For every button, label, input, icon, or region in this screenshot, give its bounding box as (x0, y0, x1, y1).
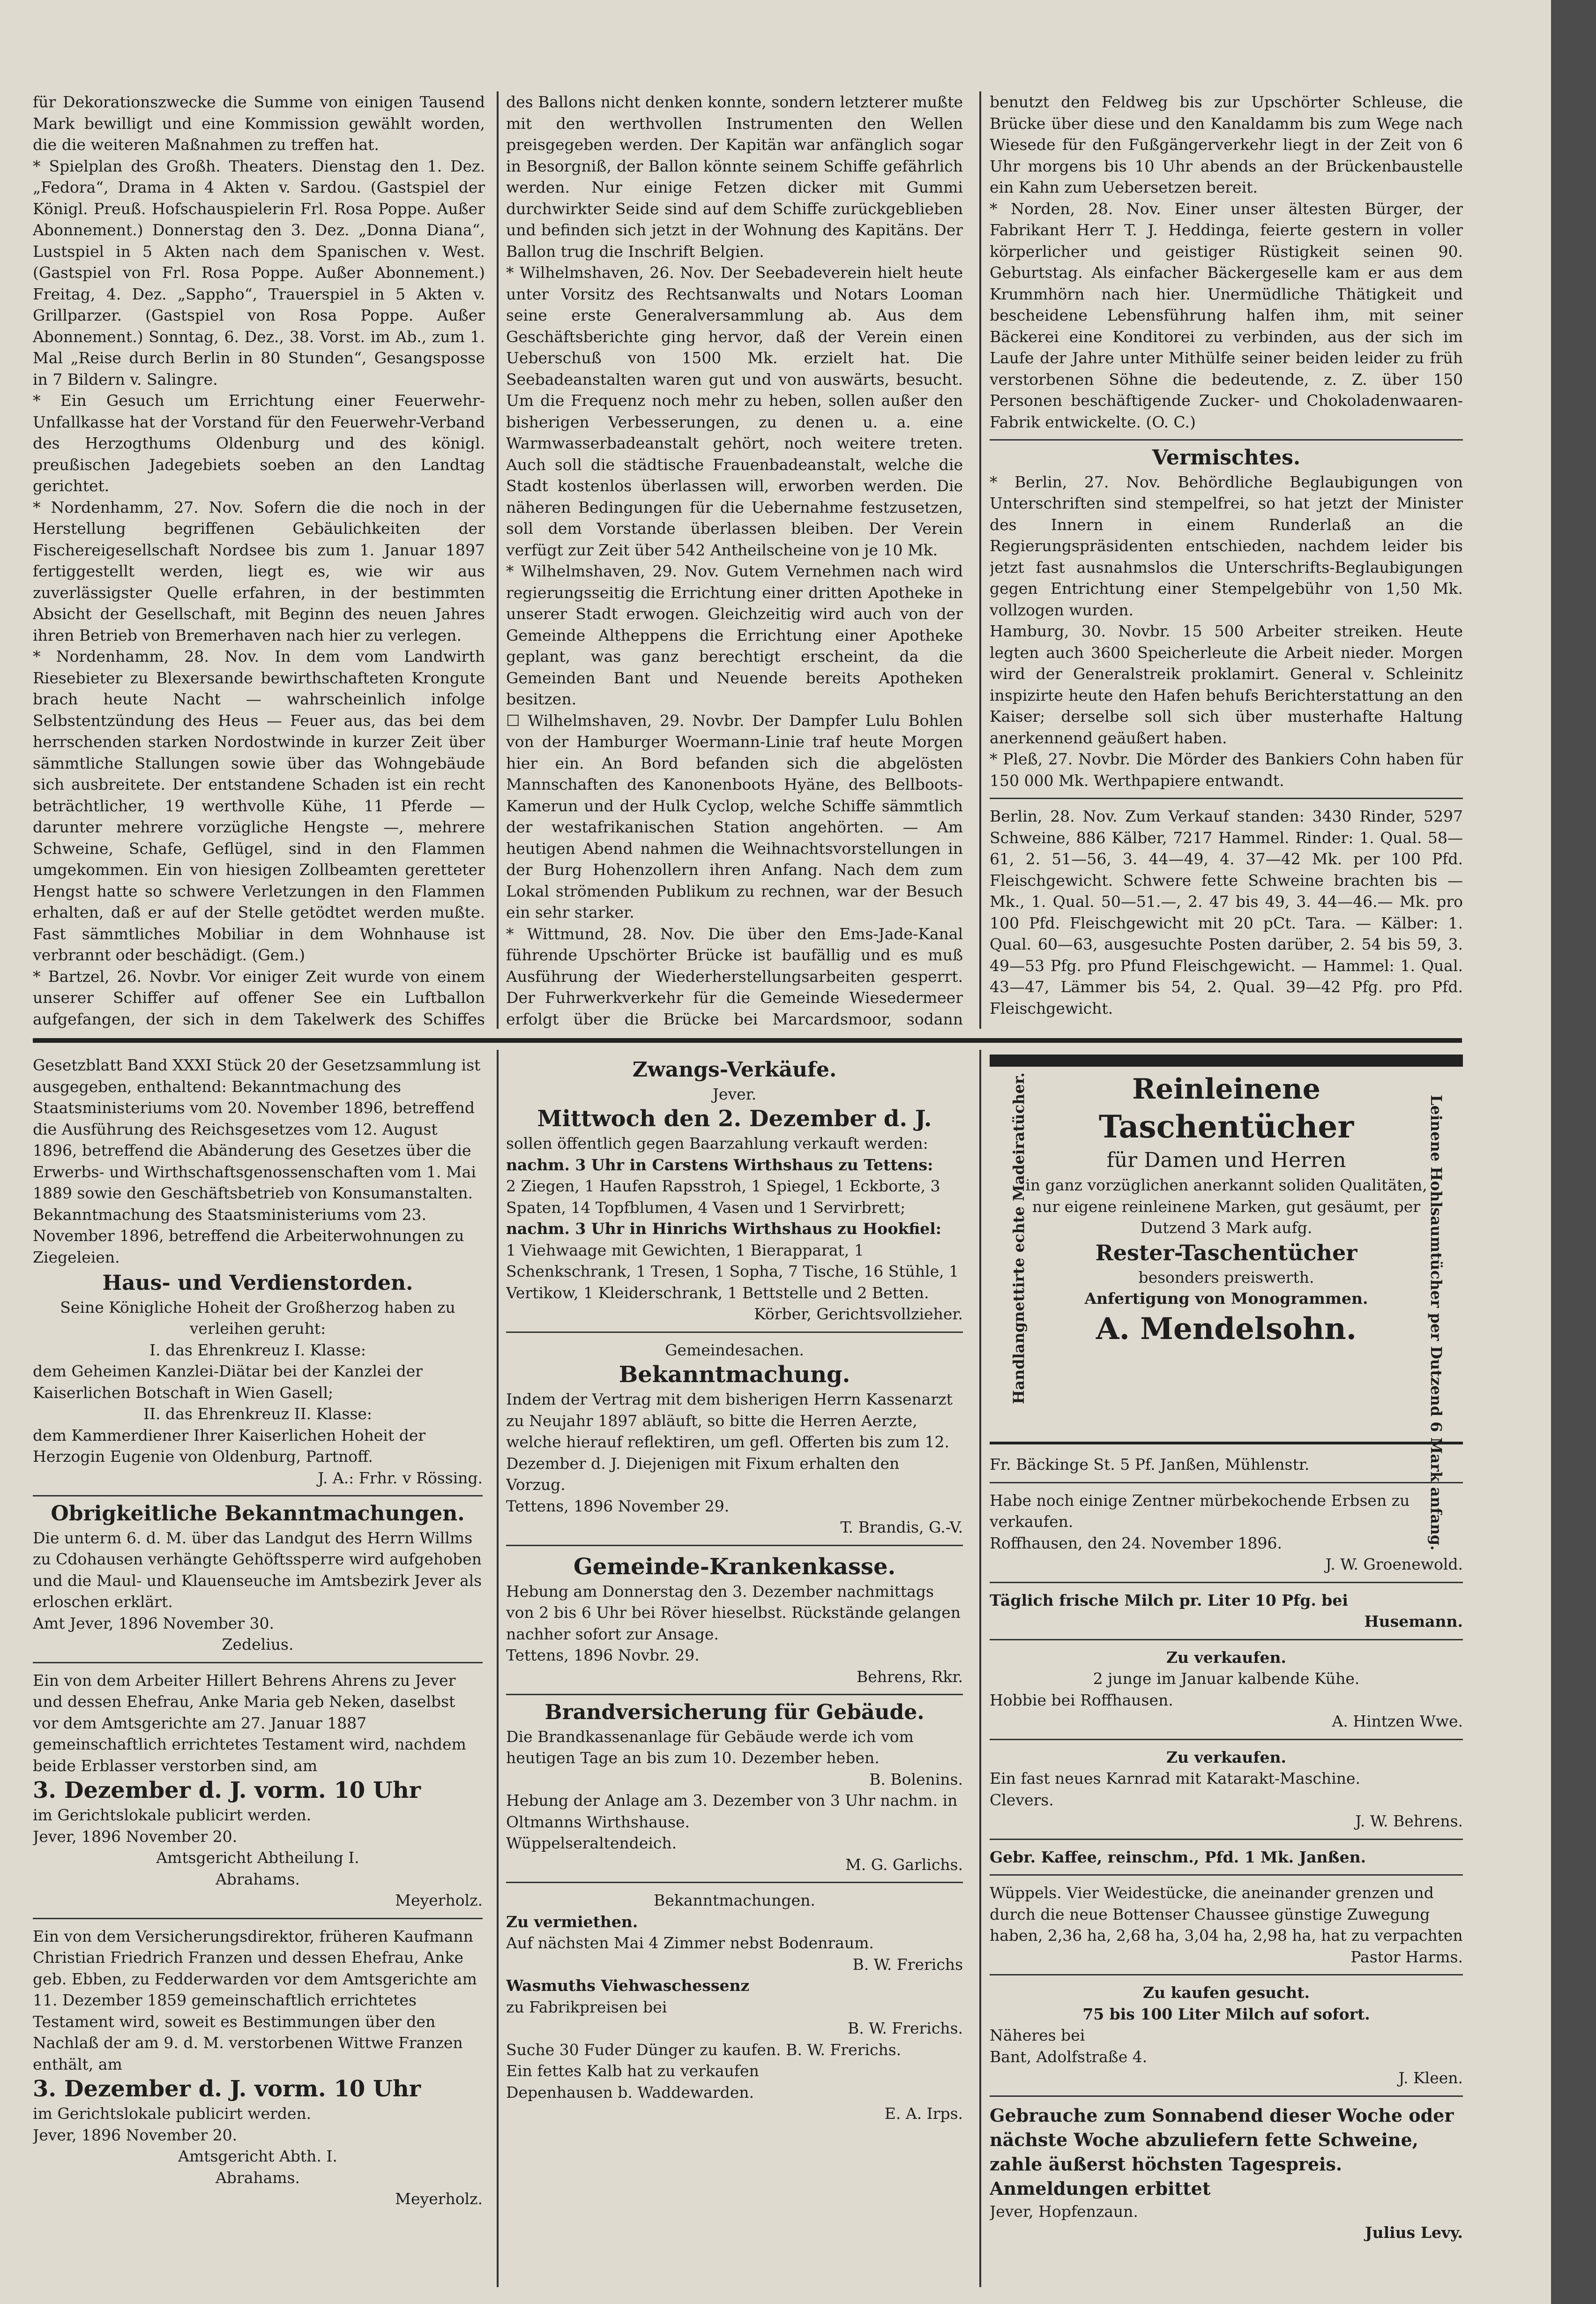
ad-divider (990, 2095, 1463, 2097)
article-column-2 (506, 91, 963, 1029)
column-divider (979, 1050, 981, 2287)
testament-signature: Meyerholz. (395, 2190, 483, 2208)
article-paragraph: * Norden, 28. Nov. Einer unser ältesten Bürger, der Fabrikant Herr T. J. Heddinga, feierte gestern in voller körperlicher und geistiger Rüstigkeit seinen 90. Geburtstag. Als einfacher Bäckergeselle kam er aus dem Krummhörn nach hier. Unermüdliche Thätigkeit und bescheidene Lebensführung halfen ihm, mit seiner Bäckerei eine Konditorei zu verbinden, aus der sich im Laufe der Jahre unter Mithülfe seiner beiden leider zu früh verstorbenen Söhne die bedeutende, z. Z. über 150 Personen beschäftigende Zucker- und Chokoladenwaaren-Fabrik entwickelte. (O. C.) (990, 199, 1463, 431)
rad-text: Ein fast neues Karnrad mit Katarakt-Maschine. (990, 1769, 1361, 1788)
ads-column-left (33, 1055, 483, 2287)
brandversicherung-heading: Brandversicherung für Gebäude. (544, 1700, 925, 1724)
ad-divider (33, 1495, 483, 1496)
ad-divider (33, 1918, 483, 1919)
section-divider (990, 798, 1463, 799)
orden-text: dem Kammerdiener Ihrer Kaiserlichen Hoheit der Herzogin Eugenie von Oldenburg, Partnoff. (33, 1426, 426, 1466)
ad-divider (990, 1582, 1463, 1583)
orden-heading: Haus- und Verdienstorden. (102, 1271, 413, 1295)
krankenkasse-signature: Behrens, Rkr. (857, 1667, 963, 1686)
kuehe-text: 2 junge im Januar kalbende Kühe. (1093, 1669, 1360, 1688)
ad-side-text-right: Leinene Hohlsaumtücher per Dutzend 6 Mark anfang. (1427, 1095, 1445, 1551)
kaffee-ad: Gebr. Kaffee, reinschm., Pfd. 1 Mk. Janßen. (990, 1848, 1366, 1866)
kuehe-signature: A. Hintzen Wwe. (1332, 1712, 1463, 1730)
obrigkeit-signature: Zedelius. (222, 1635, 294, 1653)
article-paragraph: * Ein Gesuch um Errichtung einer Feuerwehr-Unfallkasse hat der Vorstand für den Feuerwehr-Verband des Herzogthums Oldenburg und des königl. preußischen Jadegebiets soeben an den Landtag gerichtet. (33, 391, 485, 495)
milch-ad: Täglich frische Milch pr. Liter 10 Pfg. bei (990, 1591, 1348, 1609)
article-paragraph: * Bartzel, 26. Novbr. Vor einiger Zeit wurde von einem unserer Schiffer auf offener See ein Luftballon aufgefangen, der sich in dem Takelwerk des Schiffes (33, 967, 485, 1028)
kaufen-place: Bant, Adolfstraße 4. (990, 2047, 1148, 2066)
zwang-time-1: nachm. 3 Uhr in Carstens Wirthshaus zu Tettens: (506, 1155, 933, 1174)
ad-side-text-left: Handlangnettirte echte Madeiratücher. (1010, 1072, 1028, 1404)
krankenkasse-text: Hebung am Donnerstag den 3. Dezember nachmittags von 2 bis 6 Uhr bei Röver hieselbst. Rückstände gelangen nachher sofort zur Ansage. (506, 1582, 961, 1643)
ad-divider (506, 1545, 963, 1546)
column-divider (497, 91, 499, 1029)
kaufen-text: Näheres bei (990, 2026, 1085, 2044)
vermiethen-heading: Zu vermiethen. (506, 1912, 638, 1931)
wueppels-signature: Pastor Harms. (1350, 1947, 1463, 1966)
testament-text: im Gerichtslokale publicirt werden. (33, 1806, 312, 1824)
zwang-signature: Körber, Gerichtsvollzieher. (754, 1305, 963, 1323)
article-paragraph: * Wittmund, 28. Nov. Die über den Ems-Jade-Kanal führende Upschörter Brücke ist baufällig und es muß Ausführung der Wiederherstellungsarbeiten gesperrt. Der Fuhrwerkverkehr für die Gemeinde Wiesedermeer erfolgt über die Brücke bei Marcardsmoor, sodann (506, 924, 963, 1028)
ad-divider (990, 1874, 1463, 1876)
tuch-line-7: Anfertigung von Monogrammen. (1084, 1289, 1368, 1308)
zwang-place: Jever. (712, 1085, 757, 1103)
article-paragraph: * Nordenhamm, 28. Nov. In dem vom Landwirth Riesebieter zu Blexersande bewirthschafteten Krongute brach heute Nacht — wahrscheinlich infolge Selbstentzündung des Heus — Feuer aus, das bei dem herrschenden starken Nordostwinde in kurzer Zeit über sämmtliche Stallungen sowie über das Wohngebäude sich ausbreitete. Der entstandene Schaden ist ein recht beträchtlicher, 19 werthvolle Kühe, 11 Pferde — darunter mehrere vorzügliche Hengste —, mehrere Schweine, Schafe, Geflügel, sind in den Flammen umgekommen. Ein von hiesigen Zollbeamten geretteter Hengst hatte so schwere Verletzungen in den Flammen erhalten, daß er auf der Stelle getödtet werden mußte. Fast sämmtliches Mobiliar in dem Wohnhause ist verbrannt oder beschädigt. (Gem.) (33, 647, 485, 964)
section-heading-vermischtes: Vermischtes. (1152, 446, 1301, 470)
market-report: Berlin, 28. Nov. Zum Verkauf standen: 3430 Rinder, 5297 Schweine, 886 Kälber, 7217 Hammel. Rinder: 1. Qual. 58—61, 2. 51—56, 3. 44—49, 4. 37—42 Mk. per 100 Pfd. Fleischgewicht. Schwere fette Schweine brachten bis — Mk., 1. Qual. 50—51.—, 2. 47 bis 49, 3. 44—46.— Mk. pro 100 Pfd. Fleischgewicht mit 20 pCt. Tara. — Kälber: 1. Qual. 60—63, ausgesuchte Posten darüber, 2. 54 bis 59, 3. 49—53 Pfg. pro Pfund Fleischgewicht. — Hammel: 1. Qual. 43—47, Lämmer bis 54, 2. Qual. 39—42 Pfg. pro Pfd. Fleischgewicht. (990, 807, 1463, 1017)
tuch-line-8: A. Mendelsohn. (1096, 1311, 1357, 1346)
testament-text: Ein von dem Arbeiter Hillert Behrens Ahrens zu Jever und dessen Ehefrau, Anke Maria geb Neken, daselbst vor dem Amtsgerichte am 27. Januar 1887 gemeinschaftlich errichtetes Testament wird, nachdem beide Erblasser verstorben sind, am (33, 1671, 466, 1775)
kalb-place: Depenhausen b. Waddewarden. (506, 2083, 754, 2102)
kuehe-place: Hobbie bei Roffhausen. (990, 1691, 1173, 1709)
bekanntmachung-text: Indem der Vertrag mit dem bisherigen Herrn Kassenarzt zu Neujahr 1897 abläuft, so bitte die Herren Aerzte, welche hierauf reflektiren, um gefl. Offerten bis zum 12. Dezember d. J. Diejenigen mit Fixum erhalten den Vorzug. (506, 1390, 953, 1494)
levy-place: Jever, Hopfenzaun. (990, 2202, 1138, 2221)
gemeindesachen-subheading: Gemeindesachen. (665, 1340, 804, 1359)
article-paragraph: * Nordenhamm, 27. Nov. Sofern die die noch in der Herstellung begriffenen Gebäulichkeiten der Fischereigesellschaft Nordsee bis zum 1. Januar 1897 fertiggestellt werden, liegt es, wie wir aus zuverlässigster Quelle erfahren, in der bestimmten Absicht der Gesellschaft, mit Beginn des neuen Jahres ihren Betrieb von Bremerhaven nach hier zu verlegen. (33, 498, 485, 644)
baeckinge-ad: Fr. Bäckinge St. 5 Pf. Janßen, Mühlenstr. (990, 1455, 1310, 1474)
testament-court: Amtsgericht Abth. I. (178, 2147, 337, 2165)
article-paragraph: * Wilhelmshaven, 26. Nov. Der Seebadeverein hielt heute unter Vorsitz des Rechtsanwalts und Notars Looman seine erste Generalversammlung ab. Aus dem Geschäftsberichte ging hervor, daß der Verein einen Ueberschuß von 1500 Mk. erzielt hat. Die Seebadeanstalten waren gut und von auswärts, besucht. Um die Frequenz noch mehr zu heben, sollen außer den bisherigen Verbesserungen, zu denen u. a. eine Warmwasserbadeanstalt gehört, noch weitere treten. Auch soll die städtische Frauenbadeanstalt, welche die Stadt kostenlos überlassen will, erworben werden. Die näheren Bedingungen für die Uebernahme festzusetzen, soll dem Vorstande überlassen bleiben. Der Verein verfügt zur Zeit über 542 Antheilscheine von je 10 Mk. (506, 263, 963, 559)
article-paragraph: Hamburg, 30. Novbr. 15 500 Arbeiter streiken. Heute legten auch 3600 Speicherleute die Arbeit nieder. Morgen wird der Generalstreik proklamirt. General v. Schleinitz inspizirte heute den Hafen behufs Berichterstattung an den Kaiser; derselbe soll sich über musterhafte Haltung anerkennend geäußert haben. (990, 622, 1463, 747)
ad-divider (506, 1694, 963, 1695)
ad-divider (506, 1882, 963, 1883)
scan-background-strip (1551, 0, 1596, 2304)
ads-column-right (990, 1055, 1463, 2287)
kaufen-text: 75 bis 100 Liter Milch auf sofort. (1082, 2005, 1370, 2023)
rad-place: Clevers. (990, 1790, 1054, 1809)
article-paragraph: ☐ Wilhelmshaven, 29. Novbr. Der Dampfer Lulu Bohlen von der Hamburger Woermann-Linie traf heute Morgen hier ein. An Bord befanden sich die abgelösten Mannschaften des Kanonenboots Hyäne, des Bellboots-Kamerun und der Hulk Cyclop, welche Schiffe sämmtlich der westafrikanischen Station angehörten. — Am heutigen Abend nahmen die Weihnachtsvorstellungen in der Burg Hohenzollern ihren Anfang. Nach dem zum Lokal strömenden Publikum zu rechnen, war der Besuch ein sehr starker. (506, 711, 963, 921)
ad-divider (990, 1739, 1463, 1740)
testament-judge: Abrahams. (215, 2168, 300, 2187)
article-column-3 (990, 91, 1463, 1029)
orden-class-2: II. das Ehrenkreuz II. Klasse: (143, 1405, 373, 1423)
gesetzblatt-notice: Gesetzblatt Band XXXI Stück 20 der Gesetzsammlung ist ausgegeben, enthaltend: Bekanntmachung des Staatsministeriums vom 20. November 1896, betreffend die Ausführung des Reichsgesetzes vom 12. August 1896, betreffend die Abänderung des Gesetzes über die Erwerbs- und Wirthschaftsgenossenschaften vom 1. Mai 1889 sowie den Geschäftsbetrieb von Konsumanstalten. Bekanntmachung des Staatsministeriums vom 23. November 1896, betreffend die Arbeiterwohnungen zu Ziegeleien. (33, 1056, 481, 1266)
orden-text: dem Geheimen Kanzlei-Diätar bei der Kanzlei der Kaiserlichen Botschaft in Wien Gasell; (33, 1362, 423, 1402)
column-divider (497, 1050, 499, 2287)
testament-signature: Meyerholz. (395, 1891, 483, 1909)
zwang-items-2: 1 Viehwaage mit Gewichten, 1 Bierapparat, 1 Schenkschrank, 1 Tresen, 1 Sopha, 7 Tische, 16 Stühle, 1 Vertikow, 1 Kleiderschrank, 1 Bettstelle und 2 Betten. (506, 1241, 959, 1302)
ad-divider (33, 1662, 483, 1663)
orden-text: Seine Königliche Hoheit der Großherzog haben zu verleihen geruht: (60, 1298, 455, 1338)
tuch-line-4: in ganz vorzüglichen anerkannt soliden Qualitäten, nur eigene reinleinene Marken, gut gesäumt, per Dutzend 3 Mark aufg. (1025, 1176, 1427, 1237)
krankenkasse-heading: Gemeinde-Krankenkasse. (573, 1553, 896, 1580)
erbsen-signature: J. W. Groenewold. (1325, 1555, 1463, 1573)
zwang-items-1: 2 Ziegen, 1 Haufen Rapsstroh, 1 Spiegel, 1 Eckborte, 3 Spaten, 14 Topfblumen, 4 Vasen und 1 Servirbrett; (506, 1177, 940, 1217)
article-paragraph: für Dekorationszwecke die Summe von einigen Tausend Mark bewilligt und eine Kommission gewählt worden, die die weiteren Maßnahmen zu treffen hat. (33, 93, 485, 154)
ad-divider (990, 1839, 1463, 1840)
kalb-signature: E. A. Irps. (884, 2104, 963, 2123)
viehwaschessenz-heading: Wasmuths Viehwaschessenz (506, 1976, 750, 1995)
article-column-1 (33, 91, 485, 1029)
duenger-ad: Suche 30 Fuder Dünger zu kaufen. B. W. Frerichs. (506, 2040, 902, 2059)
bekanntmachung-heading: Bekanntmachung. (619, 1361, 850, 1388)
levy-signature: Julius Levy. (1365, 2223, 1463, 2242)
erbsen-place: Roffhausen, den 24. November 1896. (990, 1534, 1283, 1552)
ads-column-middle (506, 1055, 963, 2287)
column-divider (979, 91, 981, 1029)
rad-signature: J. W. Behrens. (1355, 1812, 1463, 1830)
testament-date: 3. Dezember d. J. vorm. 10 Uhr (33, 1777, 421, 1803)
tuch-line-2: Taschentücher (1098, 1108, 1354, 1145)
zwang-text: sollen öffentlich gegen Baarzahlung verkauft werden: (506, 1134, 928, 1152)
vermiethen-signature: B. W. Frerichs (852, 1955, 963, 1974)
tuch-line-3: für Damen und Herren (1106, 1148, 1346, 1172)
obrigkeit-heading: Obrigkeitliche Bekanntmachungen. (51, 1502, 465, 1526)
brandversicherung-text: Die Brandkassenanlage für Gebäude werde ich vom heutigen Tage an bis zum 10. Dezember heben. (506, 1727, 914, 1767)
tuch-line-1: Reinleinene (1132, 1073, 1320, 1106)
ad-divider (990, 1482, 1463, 1483)
testament-place: Jever, 1896 November 20. (33, 1827, 238, 1846)
testament-text: im Gerichtslokale publicirt werden. (33, 2104, 312, 2123)
testament-judge: Abrahams. (215, 1870, 300, 1888)
article-paragraph: des Ballons nicht denken konnte, sondern letzterer mußte mit den werthvollen Instrumenten den Wellen preisgegeben werden. Der Kapitän war anfänglich sogar in Besorgniß, der Ballon könnte seinem Schiffe gefährlich werden. Nur einige Fetzen dicker mit Gummi durchwirkter Seide sind auf dem Schiffe zurückgeblieben und befinden sich jetzt in der Wohnung des Kapitäns. Der Ballon trug die Inschrift Belgien. (506, 93, 963, 261)
brandversicherung-signature: M. G. Garlichs. (845, 1855, 963, 1874)
article-paragraph: * Pleß, 27. Novbr. Die Mörder des Bankiers Cohn haben für 150 000 Mk. Werthpapiere entwandt. (990, 750, 1463, 790)
zwang-time-2: nachm. 3 Uhr in Hinrichs Wirthshaus zu Hookfiel: (506, 1219, 941, 1238)
article-paragraph: benutzt den Feldweg bis zur Upschörter Schleuse, die Brücke über diese und den Kanaldamm bis zum Wege nach Wiesede für den Fußgängerverkehr liegt in der Zeit von 6 Uhr morgens bis 10 Uhr abends an der Brückenbaustelle ein Kahn zum Uebersetzen bereit. (990, 93, 1463, 196)
bekanntmachung-place: Tettens, 1896 November 29. (506, 1496, 730, 1515)
rad-heading: Zu verkaufen. (1166, 1748, 1287, 1766)
testament-date: 3. Dezember d. J. vorm. 10 Uhr (33, 2076, 421, 2102)
testament-place: Jever, 1896 November 20. (33, 2125, 238, 2144)
kaufen-heading: Zu kaufen gesucht. (1143, 1983, 1310, 2002)
article-paragraph: * Wilhelmshaven, 29. Nov. Gutem Vernehmen nach wird regierungsseitig die Errichtung einer dritten Apotheke in unserer Stadt erwogen. Gleichzeitig wird auch von der Gemeinde Altheppens die Errichtung einer Apotheke geplant, was ganz berechtigt erscheint, da die Gemeinden Bant und Neuende bereits Apotheken besitzen. (506, 562, 963, 708)
viehwaschessenz-text: zu Fabrikpreisen bei (506, 1997, 667, 2016)
ad-divider (990, 1639, 1463, 1640)
ad-divider (506, 1332, 963, 1333)
kalb-ad: Ein fettes Kalb hat zu verkaufen (506, 2062, 759, 2080)
brandversicherung-place: Wüppelseraltendeich. (506, 1834, 677, 1852)
zwangsverkaeufe-heading: Zwangs-Verkäufe. (632, 1058, 837, 1082)
zwang-date: Mittwoch den 2. Dezember d. J. (537, 1106, 932, 1132)
obrigkeit-text: Die unterm 6. d. M. über das Landgut des Herrn Willms zu Cdohausen verhängte Gehöftssperre wird aufgehoben und die Maul- und Klauenseuche im Amtsbezirk Jever als erloschen erklärt. (33, 1528, 482, 1611)
article-paragraph: * Spielplan des Großh. Theaters. Dienstag den 1. Dez. „Fedora“, Drama in 4 Akten v. Sardou. (Gastspiel der Königl. Preuß. Hofschauspielerin Frl. Rosa Poppe. Außer Abonnement.) Donnerstag den 3. Dez. „Donna Diana“, Lustspiel in 5 Akten nach dem Spanischen v. West. (Gastspiel von Frl. Rosa Poppe. Außer Abonnement.) Freitag, 4. Dez. „Sappho“, Trauerspiel in 5 Akten v. Grillparzer. (Gastspiel von Rosa Poppe. Außer Abonnement.) Sonntag, 6. Dez., 38. Vorst. im Ab., zum 1. Mal „Reise durch Berlin in 80 Stunden“, Gesangsposse in 7 Bildern v. Salingre. (33, 157, 485, 389)
viehwaschessenz-signature: B. W. Frerichs. (847, 2019, 963, 2037)
brandversicherung-signature: B. Bolenins. (869, 1770, 963, 1788)
section-divider (990, 439, 1463, 441)
brandversicherung-text: Hebung der Anlage am 3. Dezember von 3 Uhr nachm. in Oltmanns Wirthshause. (506, 1791, 958, 1831)
bekanntmachungen-subheading: Bekanntmachungen. (654, 1891, 815, 1909)
testament-text: Ein von dem Versicherungsdirektor, früheren Kaufmann Christian Friedrich Franzen und dessen Ehefrau, Anke geb. Ebben, zu Fedderwarden vor dem Amtsgerichte am 11. Dezember 1859 gemeinschaftlich errichtetes Testament wird, soweit es Bestimmungen über den Nachlaß der am 9. d. M. verstorbenen Wittwe Franzen enthält, am (33, 1927, 477, 2073)
ad-divider (990, 1974, 1463, 1975)
levy-ad: Gebrauche zum Sonnabend dieser Woche oder nächste Woche abzuliefern fette Schweine, zahle äußerst höchsten Tagespreis. Anmeldungen erbittet (990, 2104, 1454, 2199)
orden-signature: J. A.: Frhr. v Rössing. (318, 1468, 483, 1487)
wueppels-ad: Wüppels. Vier Weidestücke, die aneinander grenzen und durch die neue Bottenser Chaussee günstige Zuwegung haben, 2,36 ha, 2,68 ha, 3,04 ha, 2,98 ha, hat zu verpachten (990, 1884, 1463, 1945)
vermiethen-text: Auf nächsten Mai 4 Zimmer nebst Bodenraum. (506, 1934, 874, 1952)
tuch-line-6: besonders preiswerth. (1138, 1268, 1314, 1287)
kaufen-signature: J. Kleen. (1398, 2069, 1463, 2087)
krankenkasse-place: Tettens, 1896 Novbr. 29. (506, 1646, 700, 1664)
article-paragraph: * Berlin, 27. Nov. Behördliche Beglaubigungen von Unterschriften sind stempelfrei, so hat jetzt der Minister des Innern in einem Runderlaß an die Regierungspräsidenten entschieden, nachdem leider bis jetzt fast ausnahmslos die Unterschrifts-Beglaubigungen gegen Entrichtung einer Stempelgebühr von 1,50 Mk. vollzogen wurden. (990, 472, 1463, 619)
milch-signature: Husemann. (1364, 1612, 1463, 1631)
orden-class-1: I. das Ehrenkreuz I. Klasse: (149, 1340, 366, 1359)
tuch-line-5: Rester-Taschentücher (1095, 1240, 1357, 1265)
erbsen-ad: Habe noch einige Zentner mürbekochende Erbsen zu verkaufen. (990, 1491, 1410, 1531)
kuehe-heading: Zu verkaufen. (1166, 1648, 1287, 1667)
bekanntmachung-signature: T. Brandis, G.-V. (840, 1518, 963, 1536)
horizontal-divider (33, 1038, 1462, 1043)
testament-court: Amtsgericht Abtheilung I. (156, 1848, 359, 1867)
obrigkeit-place: Amt Jever, 1896 November 30. (33, 1614, 275, 1632)
